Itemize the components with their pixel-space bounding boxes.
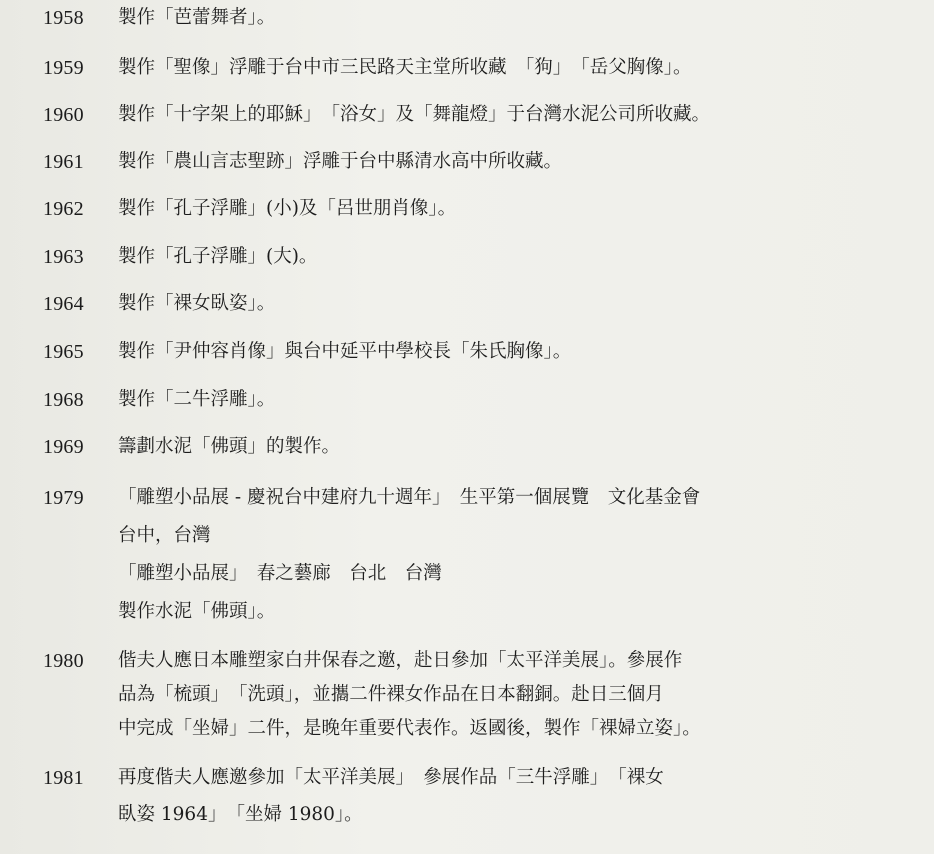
entry-text: 製作「孔子浮雕」(小)及「呂世朋肖像」。	[118, 198, 457, 219]
entry-text: 製作「二牛浮雕」。	[118, 389, 276, 410]
entry-year: 1964	[43, 293, 84, 315]
entry-text: 再度偕夫人應邀參加「太平洋美展」 參展作品「三牛浮雕」 「裸女	[118, 767, 664, 788]
entry-text: 製作水泥「佛頭」。	[118, 601, 276, 622]
entry-year: 1961	[43, 151, 84, 173]
entry-year: 1958	[43, 7, 84, 29]
entry-text: 「雕塑小品展 - 慶祝台中建府九十週年」 生平第一個展覽 文化基金會	[118, 487, 701, 508]
entry-text: 偕夫人應日本雕塑家白井保春之邀，赴日參加「太平洋美展」。參展作	[118, 650, 683, 671]
entry-text: 「雕塑小品展」 春之藝廊 台北 台灣	[118, 563, 442, 584]
entry-text: 製作「十字架上的耶穌」 「浴女」及「舞龍燈」于台灣水泥公司所收藏。	[118, 104, 711, 125]
entry-year: 1968	[43, 389, 84, 411]
entry-text: 台中，台灣	[118, 525, 211, 546]
entry-year: 1979	[43, 487, 84, 509]
entry-text: 製作「芭蕾舞者」。	[118, 7, 276, 28]
entry-text: 製作「孔子浮雕」(大)。	[118, 246, 318, 267]
entry-text: 臥姿 1964」 「坐婦 1980」。	[118, 804, 363, 825]
entry-year: 1980	[43, 650, 84, 672]
entry-text: 製作「農山言志聖跡」浮雕于台中縣清水高中所收藏。	[118, 151, 563, 172]
entry-year: 1963	[43, 246, 84, 268]
entry-text: 籌劃水泥「佛頭」的製作。	[118, 436, 341, 457]
entry-year: 1969	[43, 436, 84, 458]
entry-year: 1962	[43, 198, 84, 220]
entry-text: 品為「梳頭」 「洗頭」，並攜二件裸女作品在日本翻銅。赴日三個月	[118, 684, 664, 705]
entry-year: 1965	[43, 341, 84, 363]
entry-text: 製作「裸女臥姿」。	[118, 293, 276, 314]
entry-text: 製作「聖像」浮雕于台中市三民路天主堂所收藏 「狗」 「岳父胸像」。	[118, 57, 692, 78]
entry-text: 製作「尹仲容肖像」與台中延平中學校長「朱氏胸像」。	[118, 341, 572, 362]
entry-year: 1959	[43, 57, 84, 79]
entry-year: 1960	[43, 104, 84, 126]
entry-text: 中完成「坐婦」二件，是晚年重要代表作。返國後，製作「裸婦立姿」。	[118, 718, 701, 739]
entry-year: 1981	[43, 767, 84, 789]
